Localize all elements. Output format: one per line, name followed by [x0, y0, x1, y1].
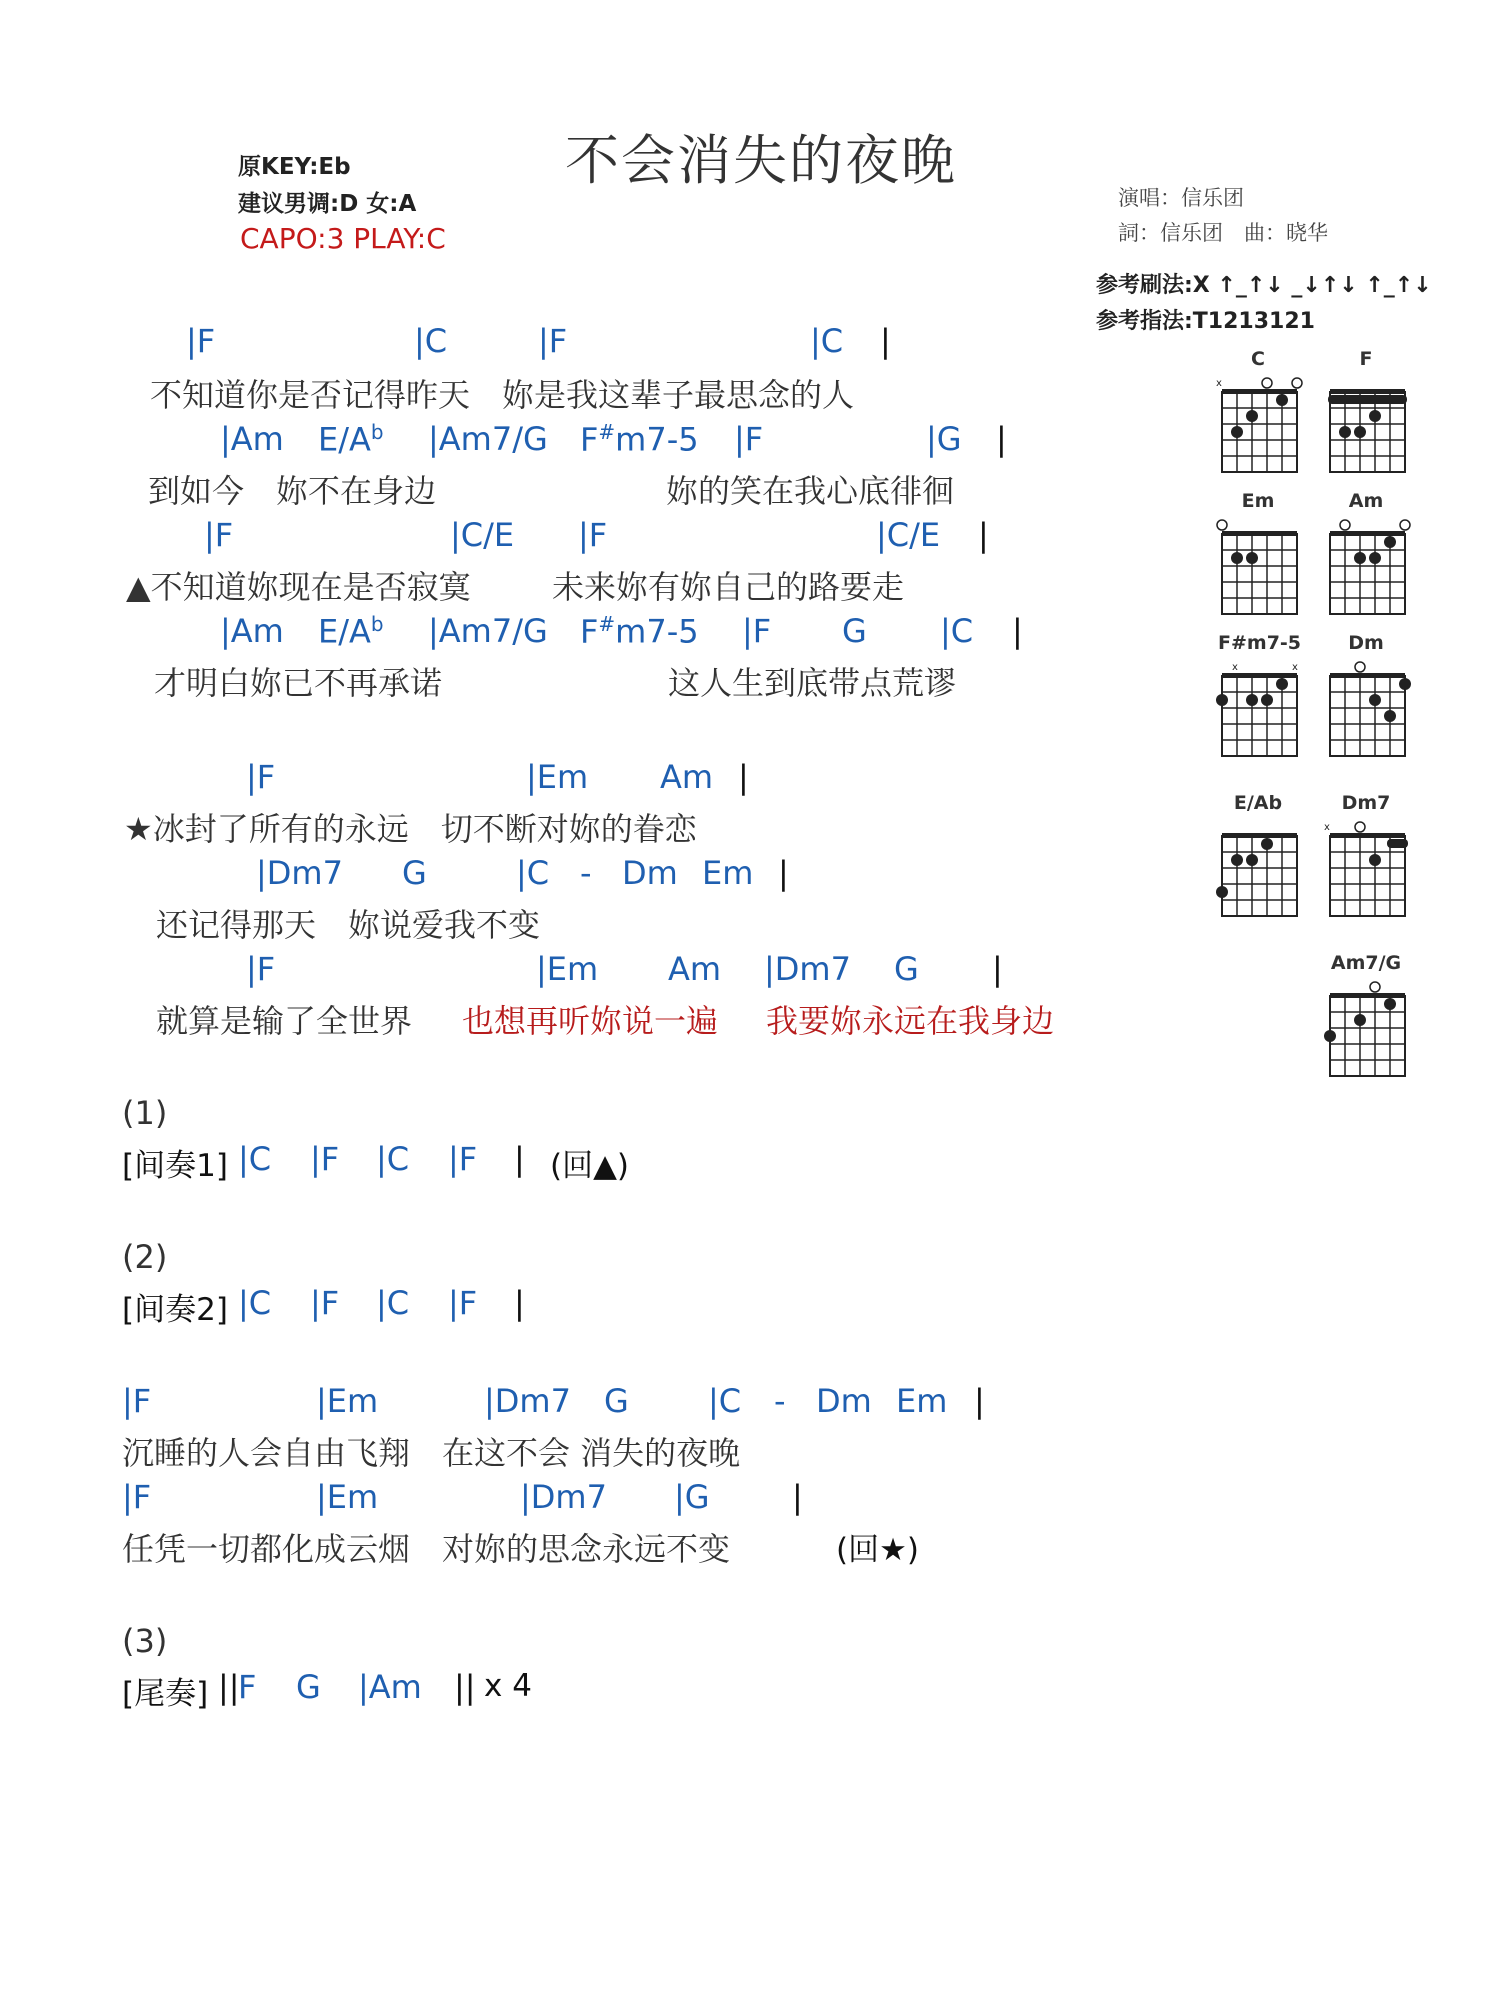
- chord-marker: |F: [122, 1478, 152, 1516]
- chord-marker: |Em: [316, 1478, 379, 1516]
- chord-marker: G: [842, 612, 867, 650]
- chord-marker: |F: [122, 1382, 152, 1420]
- chord-marker: |Em: [316, 1382, 379, 1420]
- chord-marker: Dm: [816, 1382, 872, 1420]
- lyric-line: 未来妳有妳自己的路要走: [552, 568, 905, 606]
- repeat-count: x 4: [484, 1668, 532, 1704]
- chord-name: F: [1359, 348, 1373, 370]
- chord-marker: G: [296, 1668, 321, 1706]
- chord-name: F#m7-5: [1218, 632, 1302, 654]
- bar-line: |: [738, 758, 749, 796]
- chord-marker: |F: [310, 1140, 340, 1178]
- chord-marker: |C: [708, 1382, 742, 1420]
- chord-marker: Em: [896, 1382, 948, 1420]
- chord-marker: F: [238, 1668, 257, 1706]
- original-key: 原KEY:Eb: [238, 154, 351, 180]
- chord-marker: |F: [734, 420, 764, 458]
- chord-name: Em: [1241, 490, 1275, 512]
- chord-marker: G: [604, 1382, 629, 1420]
- singer: 演唱：信乐团: [1118, 186, 1244, 210]
- lyric-line: 任凭一切都化成云烟 对妳的思念永远不变: [122, 1530, 731, 1568]
- chord-marker: $E/A^b$: [318, 612, 384, 651]
- chord-marker: Am: [660, 758, 714, 796]
- chord-diagram-c: [1216, 378, 1302, 472]
- song-title: 不会消失的夜晚: [565, 129, 957, 192]
- chord-diagram-dm7: [1324, 822, 1408, 916]
- chord-marker: |C: [516, 854, 550, 892]
- chord-marker: |Em: [536, 950, 599, 988]
- lyric-line: 也想再听妳说一遍: [462, 1002, 719, 1040]
- lyric-line: 就算是输了全世界: [156, 1002, 413, 1040]
- chord-marker: |F: [578, 516, 608, 554]
- capo-info: CAPO:3 PLAY:C: [240, 222, 446, 255]
- bar-line: |: [514, 1140, 525, 1178]
- lyric-line: 到如今 妳不在身边: [148, 472, 437, 510]
- chord-marker: |C: [238, 1284, 272, 1322]
- section-number: (2): [122, 1238, 168, 1276]
- chord-diagram-em: [1217, 520, 1297, 614]
- svg-text:x: x: [1324, 822, 1330, 833]
- repeat-start: ||: [218, 1668, 240, 1706]
- chord-marker: |Am: [220, 612, 284, 650]
- chord-marker: |C: [414, 322, 448, 360]
- chord-marker: -: [774, 1382, 786, 1420]
- chord-marker: |F: [186, 322, 216, 360]
- lyric-line: ★冰封了所有的永远 切不断对妳的眷恋: [124, 810, 697, 848]
- bar-line: |: [514, 1284, 525, 1322]
- lyric-line: 我要妳永远在我身边: [766, 1002, 1055, 1040]
- lyric-line: 不知道你是否记得昨天 妳是我这辈子最思念的人: [150, 376, 855, 414]
- bar-line: |: [978, 516, 989, 554]
- lyric-line: 沉睡的人会自由飞翔 在这不会 消失的夜晚: [122, 1434, 741, 1472]
- finger-pattern: 参考指法:T1213121: [1096, 309, 1315, 334]
- chord-name: Dm: [1348, 632, 1384, 654]
- chord-name: Am7/G: [1330, 952, 1402, 974]
- chord-diagram-dm: [1330, 662, 1411, 756]
- bar-line: |: [992, 950, 1003, 988]
- writers: 詞：信乐团 曲：晓华: [1118, 221, 1328, 245]
- section-number: (1): [122, 1094, 168, 1132]
- lyric-line: 这人生到底带点荒谬: [668, 664, 957, 702]
- chord-marker: |F: [246, 758, 276, 796]
- bar-line: |: [1012, 612, 1023, 650]
- strum-pattern: 参考刷法:X ↑_↑↓ _↓↑↓ ↑_↑↓: [1096, 273, 1432, 298]
- chord-diagram-fsm7b5: [1216, 662, 1298, 756]
- chord-diagrams: [1200, 370, 1460, 1090]
- chord-marker: |Em: [526, 758, 589, 796]
- interlude-label: [间奏1]: [122, 1148, 228, 1184]
- chord-marker: |Am7/G: [428, 420, 548, 458]
- chord-marker: |C: [376, 1140, 410, 1178]
- chord-marker: |C: [810, 322, 844, 360]
- chord-marker: |C: [238, 1140, 272, 1178]
- chord-marker: |Dm7: [256, 854, 343, 892]
- chord-marker: |C/E: [450, 516, 515, 554]
- chord-marker: |C: [376, 1284, 410, 1322]
- lyric-line: 还记得那天 妳说爱我不变: [156, 906, 541, 944]
- chord-marker: $E/A^b$: [318, 420, 384, 459]
- chord-marker: |Dm7: [764, 950, 851, 988]
- repeat-end: ||: [454, 1668, 476, 1706]
- outro-label: [尾奏]: [122, 1676, 209, 1712]
- chord-name: Am: [1348, 490, 1384, 512]
- svg-text:x: x: [1292, 662, 1298, 673]
- bar-line: |: [996, 420, 1007, 458]
- chord-marker: |F: [204, 516, 234, 554]
- return-marker: (回★): [836, 1532, 919, 1568]
- chord-diagram-am7-g: [1324, 982, 1405, 1076]
- chord-marker: |F: [448, 1140, 478, 1178]
- bar-line: |: [778, 854, 789, 892]
- return-marker: (回▲): [550, 1148, 630, 1184]
- chord-marker: Em: [702, 854, 754, 892]
- chord-marker: Dm: [622, 854, 678, 892]
- chord-marker: |F: [448, 1284, 478, 1322]
- chord-marker: |G: [926, 420, 962, 458]
- lyric-line: 妳的笑在我心底徘徊: [666, 472, 955, 510]
- chord-marker: F#m7-5: [580, 612, 699, 651]
- chord-marker: |F: [310, 1284, 340, 1322]
- interlude-label: [间奏2]: [122, 1292, 228, 1328]
- chord-diagram-am: [1330, 520, 1410, 614]
- chord-diagram-e-ab: [1216, 833, 1297, 916]
- chord-marker: -: [580, 854, 592, 892]
- suggested-key: 建议男调:D 女:A: [238, 191, 417, 217]
- chord-marker: |Am: [220, 420, 284, 458]
- chord-marker: |F: [246, 950, 276, 988]
- lyric-line: ▲不知道妳现在是否寂寞: [126, 568, 471, 606]
- chord-name: C: [1251, 348, 1265, 370]
- chord-marker: G: [402, 854, 427, 892]
- chord-marker: Am: [668, 950, 722, 988]
- chord-marker: |C: [940, 612, 974, 650]
- chord-marker: |F: [538, 322, 568, 360]
- chord-marker: |G: [674, 1478, 710, 1516]
- svg-text:x: x: [1216, 378, 1222, 389]
- lyric-line: 才明白妳已不再承诺: [154, 664, 443, 702]
- svg-text:x: x: [1232, 662, 1238, 673]
- chord-marker: |Am: [358, 1668, 422, 1706]
- bar-line: |: [880, 322, 891, 360]
- chord-marker: |F: [742, 612, 772, 650]
- chord-name: Dm7: [1341, 792, 1391, 814]
- chord-marker: |Dm7: [520, 1478, 607, 1516]
- chord-marker: |Am7/G: [428, 612, 548, 650]
- chord-diagram-f: [1328, 389, 1407, 472]
- section-number: (3): [122, 1622, 168, 1660]
- chord-marker: |C/E: [876, 516, 941, 554]
- bar-line: |: [792, 1478, 803, 1516]
- bar-line: |: [974, 1382, 985, 1420]
- chord-marker: G: [894, 950, 919, 988]
- chord-marker: |Dm7: [484, 1382, 571, 1420]
- chord-marker: F#m7-5: [580, 420, 699, 459]
- chord-name: E/Ab: [1233, 792, 1283, 814]
